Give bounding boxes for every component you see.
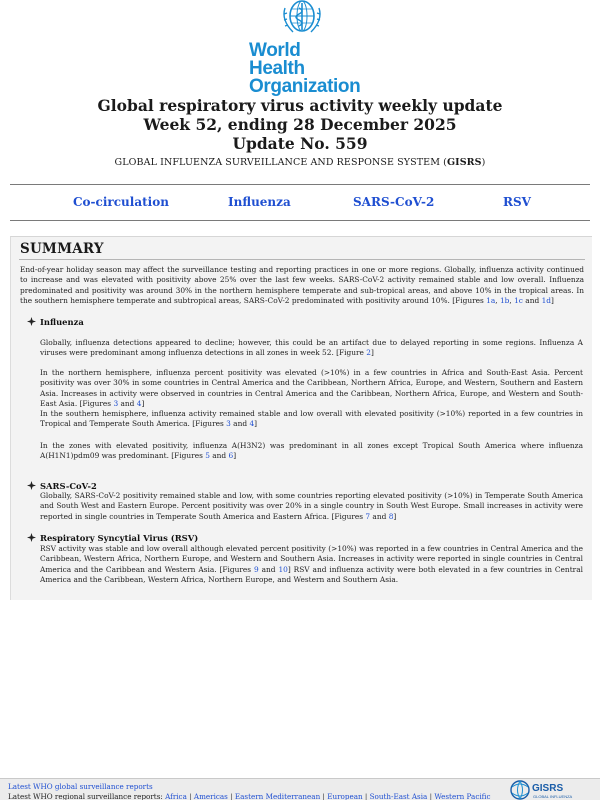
figure-link-10[interactable]: 10 — [278, 564, 288, 574]
who-name-line2: Organization — [249, 76, 361, 97]
summary-intro: End-of-year holiday season may affect the surveillance testing and reporting practices in one or more regions. Globally, influenza activity continued to increase and was elevated with positivity above 25% over the last few weeks. SARS-CoV-2 activity remained stable and low overall. Influenza predominated and positivity was around 30% in the northern hemisphere temperate and sub-tropical areas, and above 10% in the tropical areas. In the southern hemisphere temperate and subtropical areas, SARS-CoV-2 predominated with positivity around 10%. [Figures 1a, 1b, 1c and 1d] — [20, 265, 584, 306]
figure-link-1b[interactable]: 1b — [499, 296, 510, 306]
figure-link-4[interactable]: 4 — [136, 399, 142, 409]
figure-link-1d[interactable]: 1d — [541, 296, 551, 306]
report-week: Week 52, ending 28 December 2025 — [143, 115, 457, 134]
global-reports-link[interactable]: Latest WHO global surveillance reports — [8, 782, 153, 791]
figure-link-7[interactable]: 7 — [365, 511, 371, 521]
nav-link-sars-cov-2[interactable]: SARS-CoV-2 — [353, 195, 435, 209]
page-header — [0, 0, 600, 97]
figure-link-1c[interactable]: 1c — [514, 296, 523, 306]
regional-reports-line: Latest WHO regional surveillance reports: Africa | Americas | Eastern Mediterranean | European | South-East Asia | Western Pacific — [8, 792, 491, 800]
diamond-bullet-icon — [27, 317, 36, 326]
figure-link-6[interactable]: 6 — [228, 451, 234, 461]
diamond-bullet-icon — [27, 533, 36, 542]
summary-divider — [19, 259, 585, 260]
region-link-south-east-asia[interactable]: South-East Asia — [369, 792, 428, 800]
gisrs-logo-icon — [508, 780, 588, 800]
summary-heading: SUMMARY — [20, 241, 104, 257]
report-update-number: Update No. 559 — [232, 134, 368, 153]
report-title-block — [0, 96, 600, 168]
summary-panel — [10, 236, 592, 600]
who-name-line1: World Health — [249, 40, 305, 79]
svg-text:GLOBAL INFLUENZA: GLOBAL INFLUENZA — [533, 794, 573, 799]
influenza-paragraph-1: Globally, influenza detections appeared to decline; however, this could be an artifact due to delayed reporting in some regions. Influenza A viruses were predominant among influenza detections in all zones in week 52. [Figure 2] — [40, 338, 583, 358]
influenza-section-heading: Influenza — [27, 317, 84, 327]
nav-link-influenza[interactable]: Influenza — [228, 195, 291, 209]
figure-link-8[interactable]: 8 — [388, 511, 394, 521]
sars-section-heading: SARS-CoV-2 — [27, 481, 97, 491]
nav-divider-bottom — [10, 220, 590, 221]
influenza-paragraph-2: In the northern hemisphere, influenza percent positivity was elevated (>10%) in a few countries in Africa and South-East Asia. Percent positivity was over 30% in some countries in Central America and the Caribbean, Northern Africa, Europe, and Western, Southern and Eastern Asia. Increases in activity were observed in countries in Central America and the Caribbean, Northern Africa, Europe, and Western and South-East Asia. [Figures 3 and 4] — [40, 368, 583, 409]
region-link-western-pacific[interactable]: Western Pacific — [434, 792, 491, 800]
rsv-paragraph: RSV activity was stable and low overall although elevated percent positivity (>10%) was reported in a few countries in Central America and the Caribbean, Western Africa, Northern Europe, and Western and Southern Asia. Increases in activity were reported in single countries in Central America and the Caribbean and Western Asia. [Figures 9 and 10] RSV and influenza activity were both elevated in a few countries in Central America and the Caribbean, Western Africa, Northern Europe, and Western and Southern Asia. — [40, 544, 583, 585]
diamond-bullet-icon — [27, 481, 36, 490]
sars-paragraph: Globally, SARS-CoV-2 positivity remained stable and low, with some countries reporting elevated positivity (>10%) in Temperate South America and South West and Eastern Europe. Percent positivity was over 20% in a single country in South West Europe. Small increases in activity were reported in single countries in Temperate South America and Eastern Africa. [Figures 7 and 8] — [40, 491, 583, 521]
figure-link-9[interactable]: 9 — [254, 564, 259, 574]
nav-divider-top — [10, 184, 590, 185]
nav-link-rsv[interactable]: RSV — [503, 195, 531, 209]
region-link-eastern-mediterranean[interactable]: Eastern Mediterranean — [234, 792, 321, 800]
rsv-section-heading: Respiratory Syncytial Virus (RSV) — [27, 533, 198, 543]
gisrs-system-name: GLOBAL INFLUENZA SURVEILLANCE AND RESPONSE SYSTEM (GISRS) — [114, 157, 486, 168]
figure-link-1a[interactable]: 1a — [486, 296, 496, 306]
figure-link-4b[interactable]: 4 — [249, 419, 255, 429]
figure-link-5[interactable]: 5 — [205, 451, 210, 461]
report-title: Global respiratory virus activity weekly update — [97, 96, 503, 115]
nav-link-co-circulation[interactable]: Co-circulation — [73, 195, 169, 209]
region-link-africa[interactable]: Africa — [165, 792, 187, 800]
figure-link-3[interactable]: 3 — [113, 399, 119, 409]
figure-link-2[interactable]: 2 — [366, 348, 371, 358]
influenza-paragraph-3: In the southern hemisphere, influenza activity remained stable and low overall with elevated positivity (>10%) reported in a few countries in Tropical and Temperate South America. [Figures 3 and 4] — [40, 409, 583, 429]
section-nav — [10, 195, 590, 211]
who-emblem-icon — [279, 0, 325, 36]
region-link-americas[interactable]: Americas — [193, 792, 228, 800]
figure-link-3b[interactable]: 3 — [226, 419, 231, 429]
who-wordmark — [249, 42, 359, 96]
influenza-paragraph-4: In the zones with elevated positivity, influenza A(H3N2) was predominant in all zones except Tropical South America where influenza A(H1N1)pdm09 was predominant. [Figures 5 and 6] — [40, 441, 583, 461]
svg-text:GISRS: GISRS — [532, 783, 564, 794]
region-link-european[interactable]: European — [327, 792, 363, 800]
